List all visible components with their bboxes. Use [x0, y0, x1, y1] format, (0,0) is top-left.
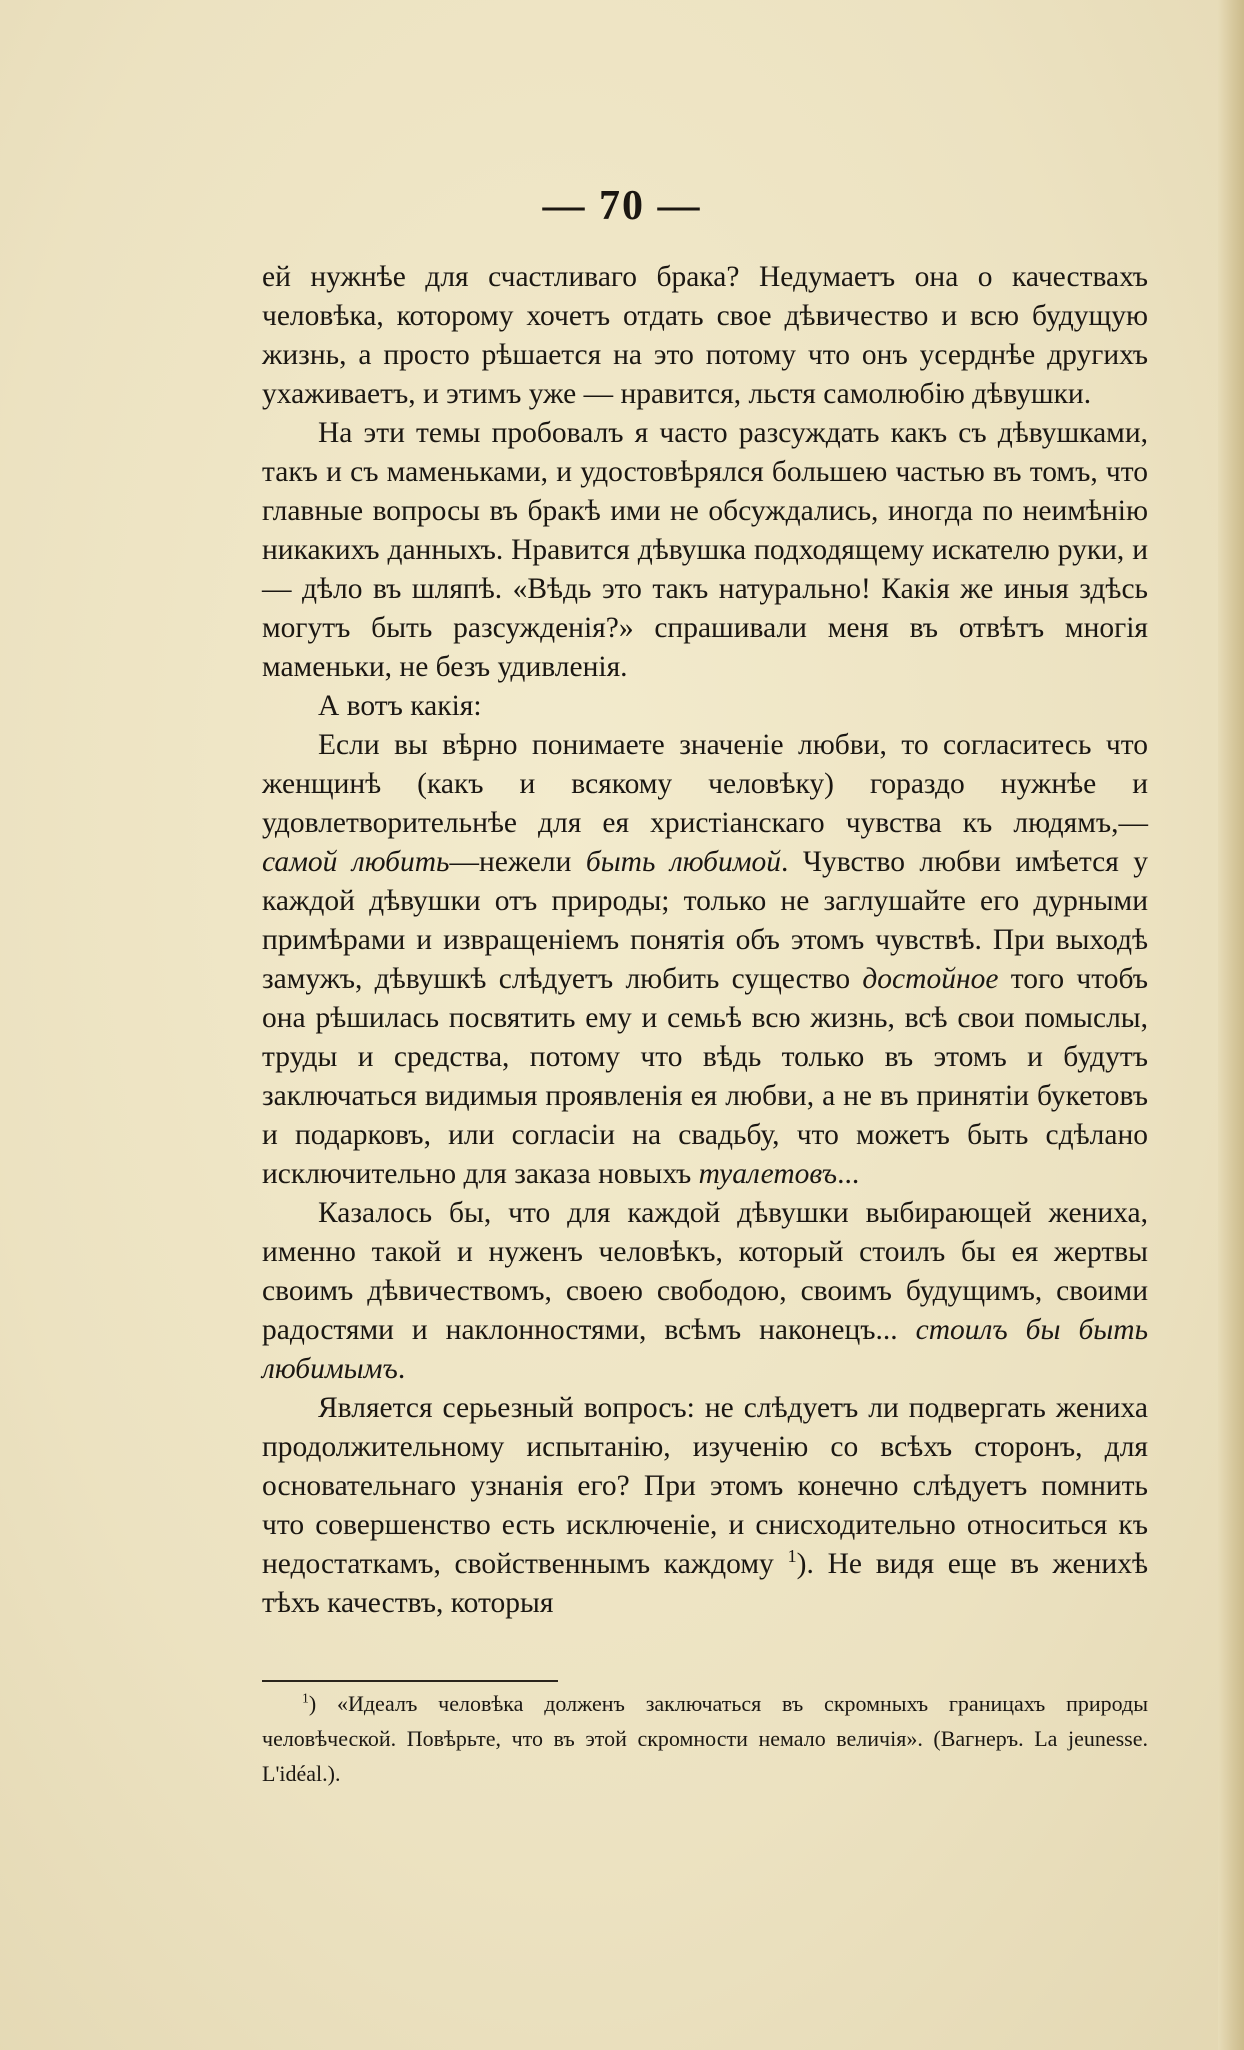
paragraph-text: На эти темы пробовалъ я часто разсуждать какъ съ дѣвушками, такъ и съ маменьками, и удостовѣрялся большею частью въ томъ, что главные вопросы въ бракѣ ими не обсуждались, иногда по неимѣнію никакихъ данныхъ. Нравится дѣвушка подходящему искателю руки, и — дѣло въ шляпѣ. «Вѣдь это такъ натурально! Какія же иныя здѣсь могутъ быть разсужденія?» спрашивали меня въ отвѣтъ многія маменьки, не безъ удивленія.	[262, 417, 1148, 683]
footnote-separator	[262, 1680, 558, 1682]
body-text	[262, 258, 1148, 1623]
paragraph-text: ...	[837, 1158, 860, 1190]
paragraph	[262, 726, 1148, 1194]
emphasis-text: достойное	[862, 963, 999, 995]
paragraph-text: ). Не видя еще въ женихѣ тѣхъ качествъ, которыя	[262, 1548, 1148, 1619]
paragraph-text: Является серьезный вопросъ: не слѣдуетъ ли подвергать жениха продолжительному испытанію, изученію со всѣхъ сторонъ, для основательнаго узнанія его? При этомъ конечно слѣдуетъ помнить что совершенство есть исключеніе, и снисходительно относиться къ недостаткамъ, свойственнымъ каждому	[262, 1392, 1148, 1580]
paragraph-text: Если вы вѣрно понимаете значеніе любви, то согласитесь что женщинѣ (какъ и всякому человѣку) гораздо нужнѣе и удовлетворительнѣе для ея христіанскаго чувства къ людямъ,—	[262, 729, 1148, 839]
emphasis-text: стоилъ бы быть любимымъ	[262, 1314, 1148, 1385]
paragraph	[262, 414, 1148, 687]
paragraph	[262, 687, 1148, 726]
paragraph	[262, 258, 1148, 414]
paragraph	[262, 1194, 1148, 1389]
paragraph-text: —нежели	[449, 846, 586, 878]
paragraph-text: ей нужнѣе для счастливаго брака? Недумаетъ она о качествахъ человѣка, которому хочетъ отдать свое дѣвичество и всю будущую жизнь, а просто рѣшается на это потому что онъ усерднѣе другихъ ухаживаетъ, и этимъ уже — нравится, льстя самолюбію дѣвушки.	[262, 261, 1148, 410]
page-number: — 70 —	[542, 183, 702, 229]
paragraph-text: Казалось бы, что для каждой дѣвушки выбирающей жениха, именно такой и нуженъ человѣкъ, который стоилъ бы ея жертвы своимъ дѣвичествомъ, своею свободою, своимъ будущимъ, своими радостями и наклонностями, всѣмъ наконецъ...	[262, 1197, 1148, 1346]
paragraph-text: .	[397, 1353, 406, 1385]
paragraph-text: . Чувство любви имѣется у каждой дѣвушки отъ природы; только не заглушайте его дурными примѣрами и извращеніемъ понятія объ этомъ чувствѣ. При выходѣ замужъ, дѣвушкѣ слѣдуетъ любить существо	[262, 846, 1149, 995]
footnote-reference: 1	[787, 1546, 797, 1567]
paragraph-text: А вотъ какія:	[318, 690, 482, 722]
emphasis-text: туалетовъ	[698, 1158, 838, 1190]
page-edge-shadow	[1218, 0, 1244, 2050]
footnote-text: ) «Идеалъ человѣка долженъ заключаться въ скромныхъ границахъ природы человѣческой. Повѣрьте, что въ этой скромности немало величія». (Вагнеръ. La jeunesse. L'idéal.).	[262, 1691, 1148, 1786]
paragraph-text: того чтобъ она рѣшилась посвятить ему и семьѣ всю жизнь, всѣ свои помыслы, труды и средства, потому что вѣдь только въ этомъ и будутъ заключаться видимыя проявленія ея любви, а не въ принятіи букетовъ и подарковъ, или согласіи на свадьбу, что можетъ быть сдѣлано исключительно для заказа новыхъ	[262, 963, 1148, 1190]
footnote	[262, 1686, 1148, 1791]
emphasis-text: самой любить	[262, 846, 450, 878]
paragraph	[262, 1389, 1148, 1623]
emphasis-text: быть любимой	[585, 846, 782, 878]
footnote-marker: 1	[302, 1690, 309, 1706]
